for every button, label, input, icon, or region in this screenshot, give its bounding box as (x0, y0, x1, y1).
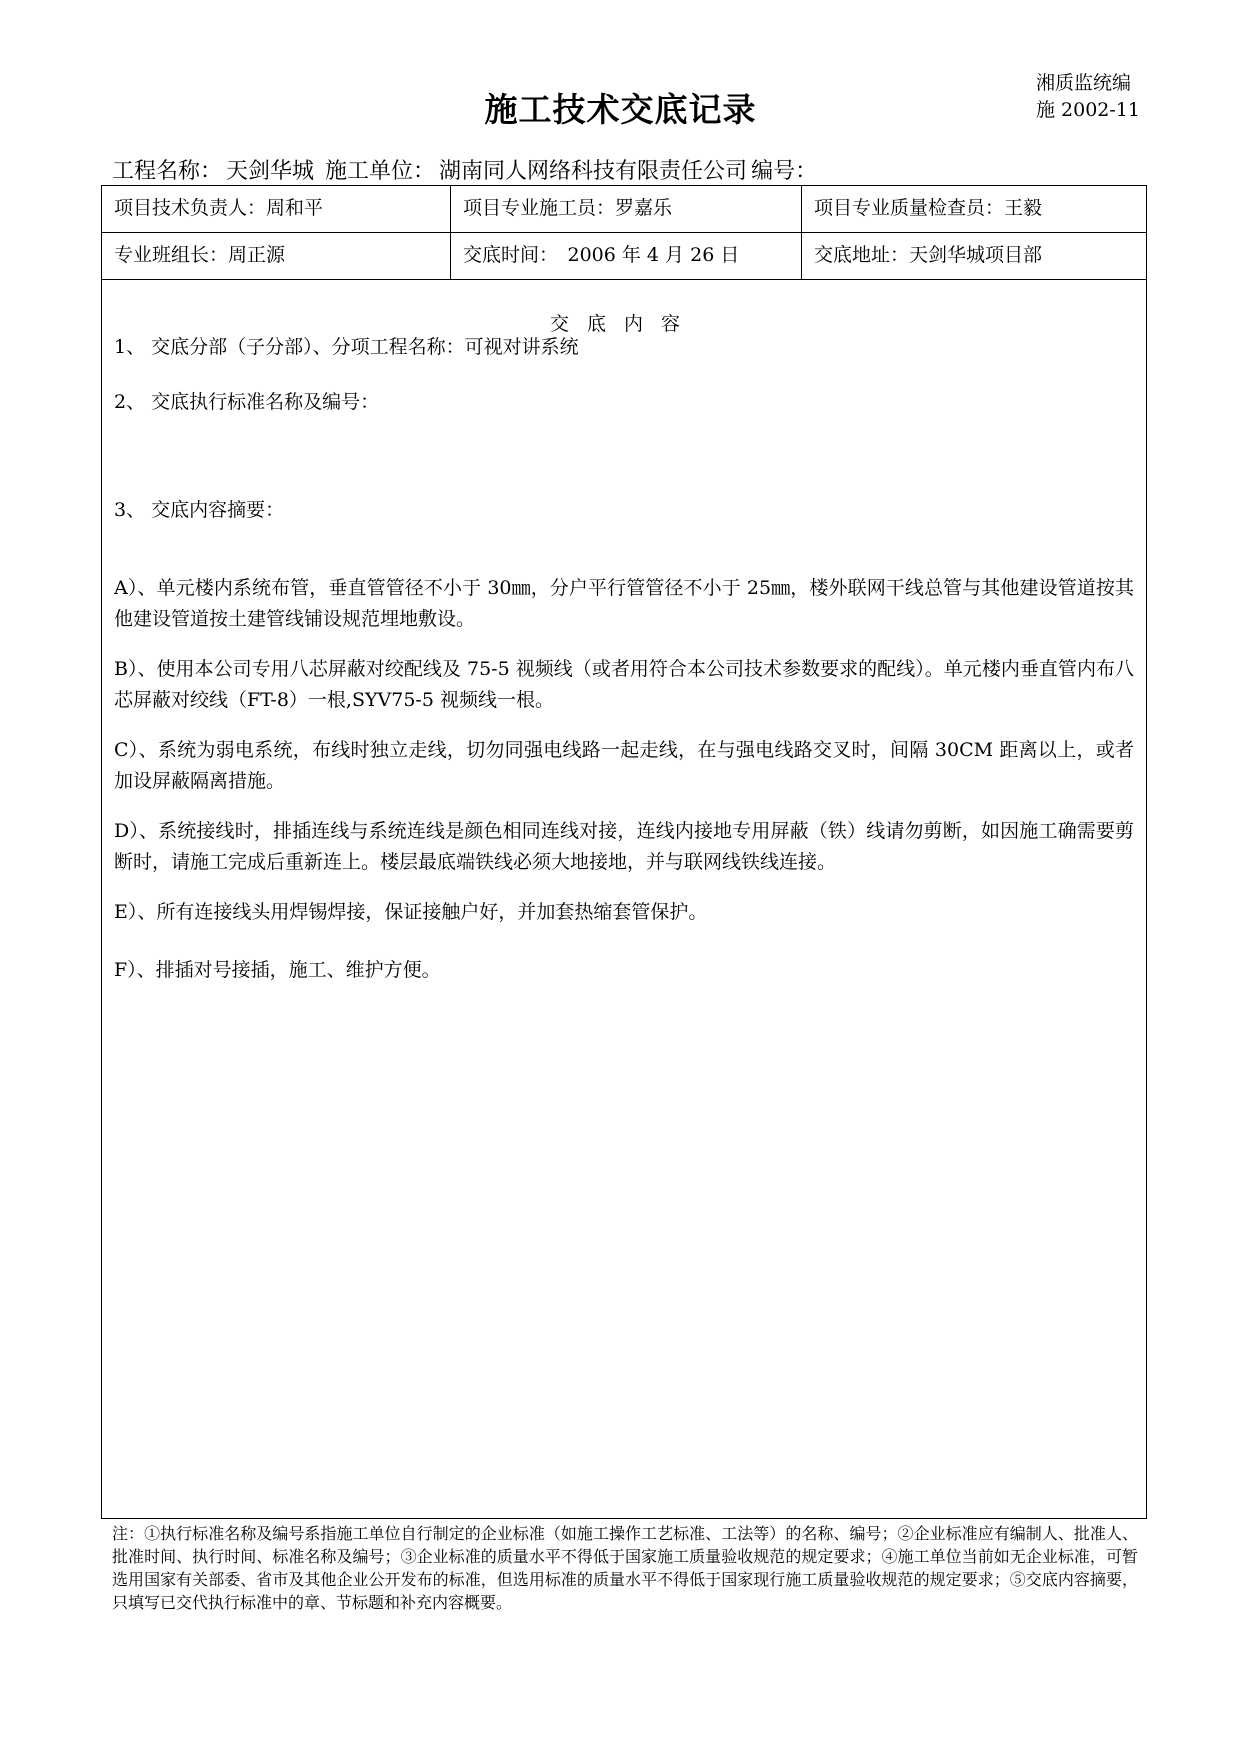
document-title: 施工技术交底记录 (484, 90, 757, 129)
paragraph-d: D）、系统接线时，排插连线与系统连线是颜色相同连线对接，连线内接地专用屏蔽（铁）线请勿剪断，如因施工确需要剪断时，请施工完成后重新连上。楼层最底端铁线必须大地接地，并与联网线铁线连接。 (114, 820, 1134, 873)
personnel-row (102, 186, 1146, 233)
quality-inspector-cell: 项目专业质量检查员：王毅 (814, 197, 1043, 219)
content-item-3: 3、 交底内容摘要： (114, 499, 285, 521)
project-info-line (112, 154, 821, 185)
document-number-label: 编号： (751, 159, 818, 184)
construction-staff-cell: 项目专业施工员：罗嘉乐 (451, 186, 802, 232)
content-item-1: 1、 交底分部（子分部）、分项工程名称：可视对讲系统 (114, 336, 579, 358)
briefing-location-cell: 交底地址：天剑华城项目部 (814, 244, 1043, 266)
form-code-line2: 施 2002-11 (1036, 99, 1140, 121)
construction-unit-value: 湖南同人网络科技有限责任公司 (439, 159, 748, 184)
content-heading: 交底内容 (549, 313, 698, 335)
team-leader-cell: 专业班组长：周正源 (102, 233, 451, 279)
paragraph-b: B）、使用本公司专用八芯屏蔽对绞配线及 75-5 视频线（或者用符合本公司技术参数要求的配线）。单元楼内垂直管内布八芯屏蔽对绞线（FT-8）一根,SYV75-5 视频线一根。 (114, 658, 1134, 711)
construction-unit-label: 施工单位： (325, 159, 436, 184)
project-name-label: 工程名称： (112, 159, 223, 184)
briefing-time-cell: 交底时间： 2006 年 4 月 26 日 (451, 233, 802, 279)
briefing-info-row (102, 233, 1146, 280)
record-form (101, 185, 1147, 1519)
project-name-value: 天剑华城 (226, 159, 315, 184)
paragraph-f: F）、排插对号接插，施工、维护方便。 (114, 959, 441, 981)
tech-lead-cell: 项目技术负责人：周和平 (102, 186, 451, 232)
footnote: 注：①执行标准名称及编号系指施工单位自行制定的企业标准（如施工操作工艺标准、工法等）的名称、编号；②企业标准应有编制人、批准人、批准时间、执行时间、标准名称及编号；③企业标准的质量水平不得低于国家施工质量验收规范的规定要求；④施工单位当前如无企业标准，可暂选用国家有关部委、省市及其他企业公开发布的标准，但选用标准的质量水平不得低于国家现行施工质量验收规范的规定要求；⑤交底内容摘要，只填写已交代执行标准中的章、节标题和补充内容概要。 (112, 1524, 1138, 1612)
paragraph-e: E）、所有连接线头用焊锡焊接，保证接触户好，并加套热缩套管保护。 (114, 901, 708, 923)
form-code-line1: 湘质监统编 (1036, 72, 1132, 94)
content-item-2: 2、 交底执行标准名称及编号： (114, 391, 380, 413)
paragraph-a: A）、单元楼内系统布管，垂直管管径不小于 30㎜，分户平行管管径不小于 25㎜，楼外联网干线总管与其他建设管道按其他建设管道按土建管线铺设规范埋地敷设。 (114, 577, 1134, 630)
paragraph-c: C）、系统为弱电系统，布线时独立走线，切勿同强电线路一起走线，在与强电线路交叉时，间隔 30CM 距离以上，或者加设屏蔽隔离措施。 (114, 739, 1134, 792)
